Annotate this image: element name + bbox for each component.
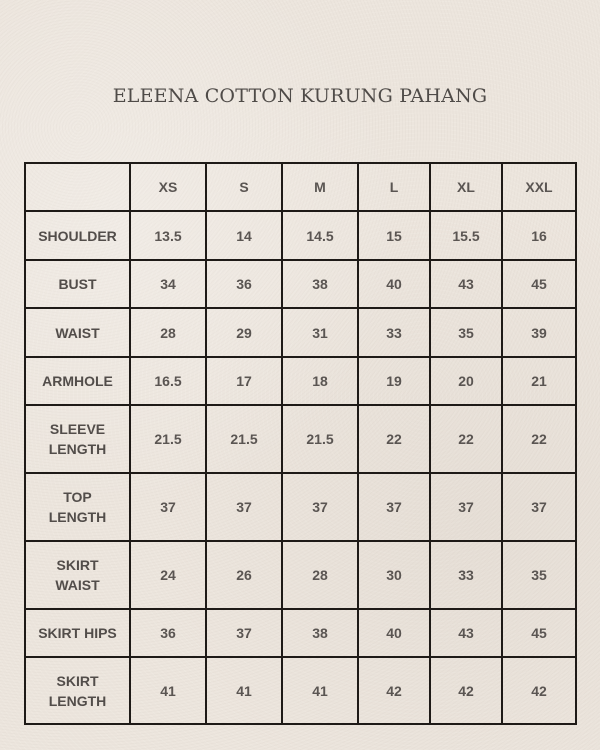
- table-cell: 37: [430, 473, 502, 541]
- table-cell: 35: [430, 308, 502, 357]
- size-header-xl: XL: [430, 163, 502, 211]
- table-cell: 17: [206, 357, 282, 405]
- table-cell: 14: [206, 211, 282, 260]
- row-label: [25, 657, 130, 724]
- table-row: [25, 657, 576, 724]
- table-cell: 42: [430, 657, 502, 724]
- table-cell: 42: [358, 657, 430, 724]
- page-title: ELEENA COTTON KURUNG PAHANG: [112, 85, 488, 107]
- table-row: [25, 405, 576, 473]
- table-cell: 21: [502, 357, 576, 405]
- row-label: WAIST: [25, 308, 130, 357]
- table-row: [25, 357, 576, 405]
- row-label: SHOULDER: [25, 211, 130, 260]
- size-header-xs: XS: [130, 163, 206, 211]
- table-cell: 21.5: [282, 405, 358, 473]
- size-chart-table: [24, 162, 577, 725]
- table-cell: 18: [282, 357, 358, 405]
- table-cell: 26: [206, 541, 282, 609]
- table-cell: 40: [358, 260, 430, 308]
- row-label-line: SKIRT: [56, 672, 99, 689]
- table-cell: 40: [358, 609, 430, 657]
- table-cell: 13.5: [130, 211, 206, 260]
- row-label-line: LENGTH: [48, 692, 107, 709]
- row-label-line: LENGTH: [48, 441, 107, 457]
- table-cell: 19: [358, 357, 430, 405]
- table-row: [25, 308, 576, 357]
- table-cell: 41: [206, 657, 282, 724]
- table-cell: 43: [430, 609, 502, 657]
- table-cell: 37: [282, 473, 358, 541]
- table-cell: 15.5: [430, 211, 502, 260]
- table-row: [25, 211, 576, 260]
- table-cell: 37: [358, 473, 430, 541]
- size-header-l: L: [358, 163, 430, 211]
- corner-cell: [25, 163, 130, 211]
- table-cell: 42: [502, 657, 576, 724]
- row-label: [25, 405, 130, 473]
- row-label: ARMHOLE: [25, 357, 130, 405]
- table-cell: 45: [502, 260, 576, 308]
- table-cell: 16.5: [130, 357, 206, 405]
- table-cell: 28: [130, 308, 206, 357]
- table-cell: 15: [358, 211, 430, 260]
- table-cell: 30: [358, 541, 430, 609]
- table-cell: 36: [130, 609, 206, 657]
- table-cell: 45: [502, 609, 576, 657]
- table-cell: 20: [430, 357, 502, 405]
- row-label-line: LENGTH: [48, 509, 107, 525]
- table-cell: 37: [206, 609, 282, 657]
- table-cell: 41: [282, 657, 358, 724]
- table-cell: 34: [130, 260, 206, 308]
- size-header-s: S: [206, 163, 282, 211]
- table-header-row: [25, 163, 576, 211]
- table-cell: 21.5: [130, 405, 206, 473]
- table-cell: 37: [206, 473, 282, 541]
- table-cell: 38: [282, 260, 358, 308]
- size-header-m: M: [282, 163, 358, 211]
- table-cell: 41: [130, 657, 206, 724]
- table-cell: 22: [502, 405, 576, 473]
- table-cell: 16: [502, 211, 576, 260]
- table-cell: 14.5: [282, 211, 358, 260]
- row-label: SKIRT HIPS: [25, 609, 130, 657]
- size-header-xxl: XXL: [502, 163, 576, 211]
- table-cell: 24: [130, 541, 206, 609]
- table-cell: 39: [502, 308, 576, 357]
- table-row: [25, 609, 576, 657]
- table-cell: 37: [130, 473, 206, 541]
- row-label-line: TOP: [63, 489, 92, 505]
- row-label: [25, 473, 130, 541]
- table-cell: 35: [502, 541, 576, 609]
- table-cell: 43: [430, 260, 502, 308]
- table-cell: 37: [502, 473, 576, 541]
- row-label-line: WAIST: [55, 577, 100, 593]
- row-label: BUST: [25, 260, 130, 308]
- table-cell: 22: [430, 405, 502, 473]
- table-cell: 38: [282, 609, 358, 657]
- table-row: [25, 260, 576, 308]
- table-cell: 33: [430, 541, 502, 609]
- row-label-line: SLEEVE: [49, 421, 106, 437]
- table-cell: 36: [206, 260, 282, 308]
- table-row: [25, 473, 576, 541]
- table-cell: 29: [206, 308, 282, 357]
- table-cell: 28: [282, 541, 358, 609]
- row-label-line: SKIRT: [56, 557, 99, 573]
- row-label: [25, 541, 130, 609]
- table-cell: 33: [358, 308, 430, 357]
- table-row: [25, 541, 576, 609]
- table-cell: 31: [282, 308, 358, 357]
- table-cell: 22: [358, 405, 430, 473]
- table-cell: 21.5: [206, 405, 282, 473]
